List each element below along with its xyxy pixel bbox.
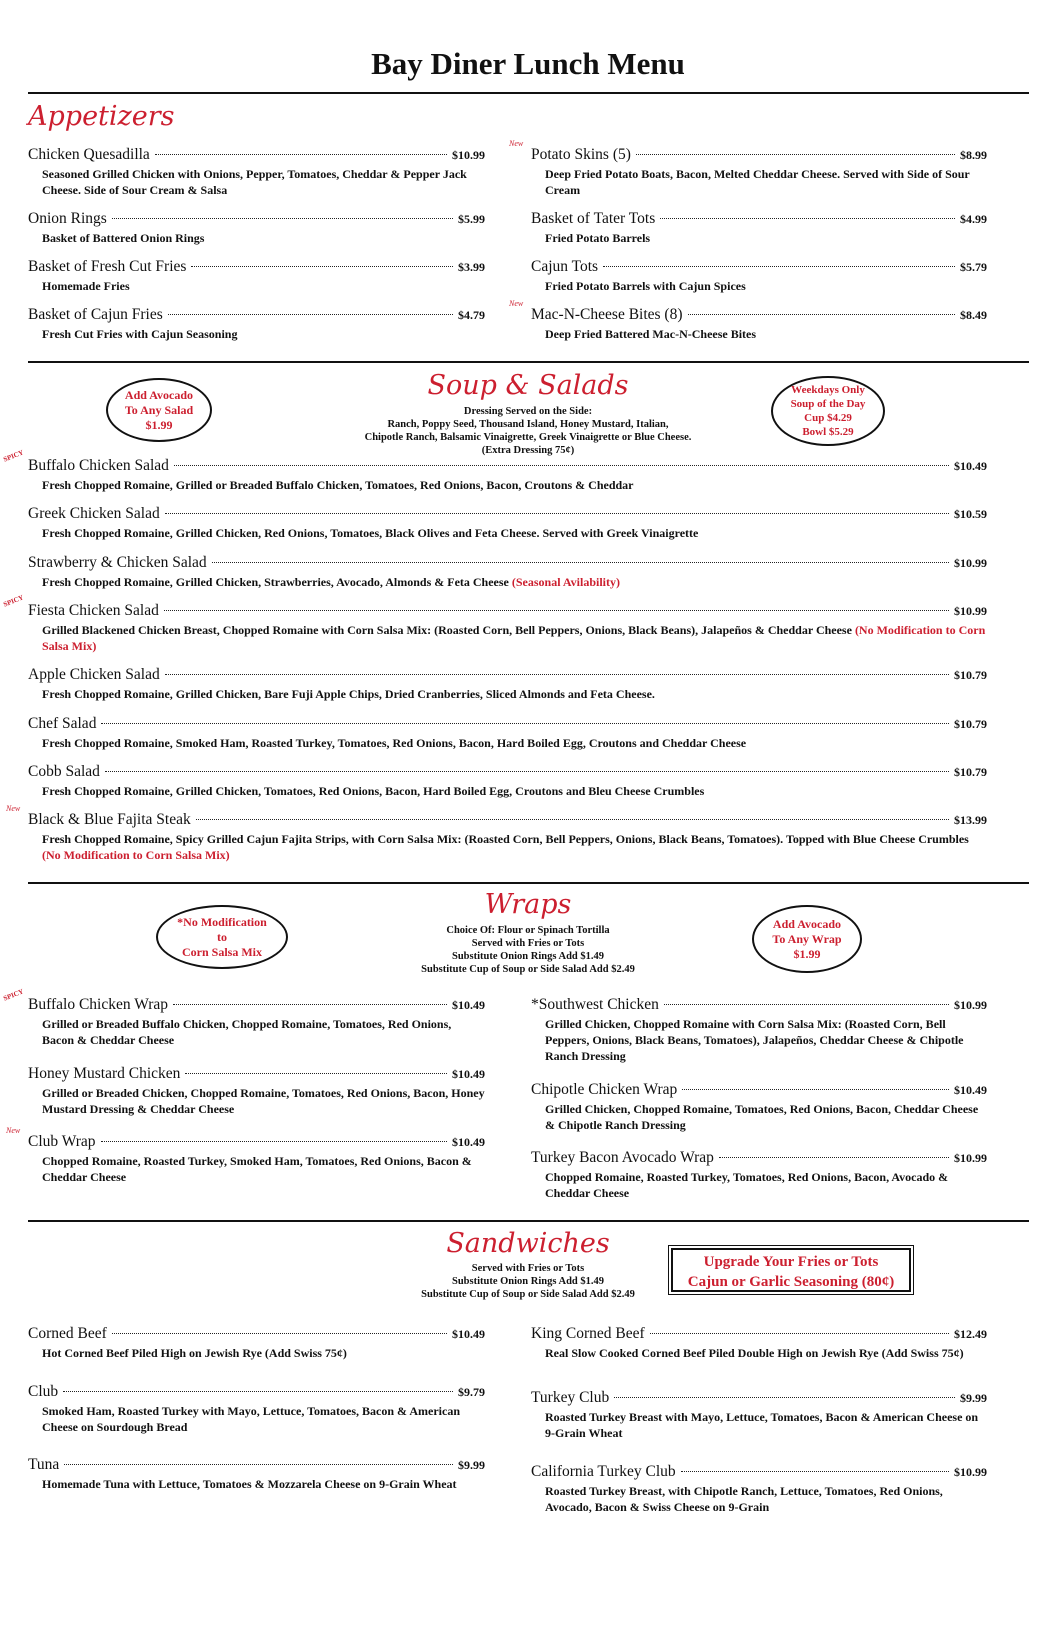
oval-line: to	[217, 929, 227, 944]
menu-item	[531, 1324, 987, 1361]
menu-item	[28, 1324, 485, 1361]
item-line	[28, 305, 485, 325]
description-text: Fried Potato Barrels with Cajun Spices	[545, 279, 746, 293]
item-description	[42, 166, 485, 198]
item-line	[28, 145, 485, 165]
item-line	[28, 209, 485, 229]
description-text: Grilled Chicken, Chopped Romaine with Corn Salsa Mix: (Roasted Corn, Bell Peppers, Onions, Black Beans, Tomatoes), Jalapeños, Cheddar Cheese & Chipotle Ranch Dressing	[545, 1017, 964, 1063]
menu-item	[531, 1080, 987, 1133]
menu-item	[28, 665, 987, 702]
oval-line: To Any Wrap	[772, 931, 842, 946]
description-text: Fried Potato Barrels	[545, 231, 651, 245]
description-text: Grilled or Breaded Chicken, Chopped Romaine, Tomatoes, Red Onions, Bacon, Honey Mustard Dressing & Cheddar Cheese	[42, 1086, 485, 1116]
item-price: $10.49	[452, 1327, 485, 1341]
info-line: Substitute Cup of Soup or Side Salad Add $2.49	[421, 964, 635, 975]
menu-item	[28, 1455, 485, 1492]
item-note: (Seasonal Avilability)	[511, 575, 620, 589]
info-line: Choice Of: Flour or Spinach Tortilla	[446, 925, 610, 936]
item-description	[42, 1085, 485, 1117]
item-name: Buffalo Chicken Salad	[28, 457, 169, 474]
soup-of-day-oval	[771, 376, 885, 446]
item-price: $10.49	[452, 1067, 485, 1081]
item-price: $4.79	[458, 308, 485, 322]
menu-item	[28, 714, 987, 751]
oval-line: Cup $4.29	[804, 412, 852, 424]
item-description	[545, 230, 987, 246]
no-modification-oval	[156, 905, 288, 969]
item-line	[28, 1324, 485, 1344]
item-price: $9.99	[960, 1391, 987, 1405]
dot-leader	[101, 1141, 447, 1142]
menu-item	[28, 1382, 485, 1435]
description-text: Fresh Chopped Romaine, Grilled Chicken, Bare Fuji Apple Chips, Dried Cranberries, Sliced Almonds and Feta Cheese.	[42, 687, 655, 701]
menu-item	[28, 209, 485, 246]
dot-leader	[173, 1004, 447, 1005]
menu-item	[28, 762, 987, 799]
dot-leader	[101, 723, 949, 724]
oval-line: Bowl $5.29	[802, 426, 854, 438]
upgrade-line: Upgrade Your Fries or Tots	[703, 1254, 879, 1270]
description-text: Roasted Turkey Breast, with Chipotle Ranch, Lettuce, Tomatoes, Red Onions, Avocado, Bacon & Swiss Cheese on 9-Grain	[545, 1484, 943, 1514]
item-price: $12.49	[954, 1327, 987, 1341]
item-price: $10.99	[954, 556, 987, 570]
description-text: Chopped Romaine, Roasted Turkey, Smoked Ham, Tomatoes, Red Onions, Bacon & Cheddar Cheese	[42, 1154, 472, 1184]
item-line	[28, 995, 485, 1015]
item-line	[531, 305, 987, 325]
item-price: $10.49	[954, 459, 987, 473]
oval-line: Corn Salsa Mix	[181, 944, 262, 959]
item-description	[42, 831, 987, 863]
item-name: Basket of Cajun Fries	[28, 306, 163, 323]
dressing-line: Ranch, Poppy Seed, Thousand Island, Honey Mustard, Italian,	[387, 419, 669, 430]
menu-title: Bay Diner Lunch Menu	[371, 46, 685, 81]
item-price: $8.99	[960, 148, 987, 162]
item-description	[545, 1409, 987, 1441]
item-description	[545, 326, 987, 342]
description-text: Chopped Romaine, Roasted Turkey, Tomatoes, Red Onions, Bacon, Avocado & Cheddar Cheese	[545, 1170, 949, 1200]
menu-item	[531, 1388, 987, 1441]
item-name: Basket of Tater Tots	[531, 210, 656, 227]
item-description	[545, 1483, 987, 1515]
item-line	[531, 1462, 987, 1482]
item-price: $10.49	[954, 1083, 987, 1097]
description-text: Fresh Chopped Romaine, Grilled Chicken, Tomatoes, Red Onions, Bacon, Hard Boiled Egg, Croutons and Bleu Cheese Crumbles	[42, 784, 705, 798]
description-text: Grilled Chicken, Chopped Romaine, Tomatoes, Red Onions, Bacon, Cheddar Cheese & Chipotle Ranch Dressing	[545, 1102, 979, 1132]
item-line	[28, 810, 987, 830]
item-description	[42, 230, 485, 246]
menu-item	[6, 1126, 485, 1185]
item-description	[42, 735, 987, 751]
item-name: Chicken Quesadilla	[28, 146, 150, 163]
item-line	[28, 1132, 485, 1152]
description-text: Fresh Chopped Romaine, Smoked Ham, Roasted Turkey, Tomatoes, Red Onions, Bacon, Hard Boiled Egg, Croutons and Cheddar Cheese	[42, 736, 747, 750]
item-description	[42, 278, 485, 294]
item-price: $8.49	[960, 308, 987, 322]
divider	[28, 361, 1029, 363]
spicy-tag: SPICY	[2, 593, 25, 609]
item-description	[42, 326, 485, 342]
item-description	[42, 477, 987, 493]
item-name: Potato Skins (5)	[531, 146, 631, 163]
item-line	[28, 1064, 485, 1084]
item-name: Cajun Tots	[531, 258, 599, 275]
item-description	[42, 1476, 485, 1492]
description-text: Grilled Blackened Chicken Breast, Chopped Romaine with Corn Salsa Mix: (Roasted Corn, Bell Peppers, Onions, Black Beans), Jalapeños & Cheddar Cheese	[42, 623, 852, 637]
menu-item	[6, 804, 987, 863]
item-line	[531, 1148, 987, 1168]
info-line: Substitute Onion Rings Add $1.49	[451, 1276, 604, 1287]
item-name: Chipotle Chicken Wrap	[531, 1081, 678, 1098]
item-name: Fiesta Chicken Salad	[28, 602, 159, 619]
item-name: *Southwest Chicken	[531, 996, 659, 1013]
oval-line: $1.99	[145, 417, 173, 432]
item-description	[42, 686, 987, 702]
item-price: $9.99	[458, 1458, 485, 1472]
spicy-tag: SPICY	[2, 448, 25, 464]
new-tag: New	[509, 299, 524, 308]
dot-leader	[165, 674, 949, 675]
item-line	[531, 257, 987, 277]
dot-leader	[105, 771, 949, 772]
info-line: Served with Fries or Tots	[471, 938, 585, 949]
item-line	[28, 456, 987, 476]
menu-item	[2, 593, 987, 654]
menu-item	[28, 1064, 485, 1117]
dot-leader	[63, 1391, 453, 1392]
dressing-line: Dressing Served on the Side:	[463, 406, 593, 417]
oval-line: Add Avocado	[124, 387, 194, 402]
salads-heading: Soup & Salads	[427, 370, 629, 401]
item-price: $5.79	[960, 260, 987, 274]
description-text: Homemade Fries	[42, 279, 130, 293]
description-text: Fresh Chopped Romaine, Grilled Chicken, Strawberries, Avocado, Almonds & Feta Cheese	[42, 575, 509, 589]
oval-line: $1.99	[793, 946, 821, 961]
item-line	[28, 1455, 485, 1475]
dot-leader	[185, 1073, 447, 1074]
menu-item	[531, 257, 987, 294]
item-description	[42, 574, 987, 590]
item-price: $10.99	[452, 148, 485, 162]
new-tag: New	[6, 1126, 21, 1135]
description-text: Deep Fried Potato Boats, Bacon, Melted Cheddar Cheese. Served with Side of Sour Cream	[545, 167, 970, 197]
dot-leader	[688, 314, 955, 315]
item-name: Strawberry & Chicken Salad	[28, 554, 207, 571]
item-description	[545, 1345, 987, 1361]
oval-line: Soup of the Day	[790, 398, 866, 410]
dot-leader	[155, 154, 447, 155]
dressing-line: (Extra Dressing 75¢)	[481, 445, 575, 456]
menu-item	[28, 504, 987, 541]
item-name: Basket of Fresh Cut Fries	[28, 258, 187, 275]
dot-leader	[165, 513, 949, 514]
item-price: $10.79	[954, 668, 987, 682]
divider	[28, 1220, 1029, 1222]
item-description	[545, 1101, 987, 1133]
menu-item	[509, 299, 987, 342]
item-price: $10.49	[452, 1135, 485, 1149]
dot-leader	[603, 266, 955, 267]
item-line	[531, 1080, 987, 1100]
oval-line: To Any Salad	[124, 402, 194, 417]
item-name: California Turkey Club	[531, 1463, 676, 1480]
divider	[28, 92, 1029, 94]
item-line	[28, 601, 987, 621]
dot-leader	[191, 266, 453, 267]
dot-leader	[636, 154, 955, 155]
item-name: Club Wrap	[28, 1133, 96, 1150]
item-price: $10.79	[954, 765, 987, 779]
menu-item	[509, 139, 987, 198]
divider	[28, 882, 1029, 884]
item-price: $10.59	[954, 507, 987, 521]
info-line: Substitute Cup of Soup or Side Salad Add $2.49	[421, 1289, 635, 1300]
oval-line: Weekdays Only	[791, 384, 865, 396]
item-line	[28, 553, 987, 573]
description-text: Fresh Chopped Romaine, Grilled or Breaded Buffalo Chicken, Tomatoes, Red Onions, Bacon, Croutons & Cheddar	[42, 478, 634, 492]
dot-leader	[650, 1333, 949, 1334]
dot-leader	[212, 562, 949, 563]
description-text: Fresh Cut Fries with Cajun Seasoning	[42, 327, 238, 341]
menu-item	[531, 1462, 987, 1515]
item-line	[531, 209, 987, 229]
item-name: King Corned Beef	[531, 1325, 645, 1342]
avocado-salad-oval	[106, 378, 212, 442]
description-text: Fresh Chopped Romaine, Spicy Grilled Cajun Fajita Strips, with Corn Salsa Mix: (Roasted Corn, Bell Peppers, Onions, Black Beans, Tomatoes). Topped with Blue Cheese Crumbles	[42, 832, 969, 846]
item-line	[28, 762, 987, 782]
wraps-heading: Wraps	[484, 889, 572, 920]
item-name: Club	[28, 1383, 59, 1400]
item-line	[28, 714, 987, 734]
menu-item	[28, 553, 987, 590]
item-line	[28, 1382, 485, 1402]
appetizers-heading: Appetizers	[28, 101, 175, 132]
item-description	[42, 1345, 485, 1361]
item-line	[531, 995, 987, 1015]
item-description	[42, 1153, 485, 1185]
oval-line: Add Avocado	[772, 916, 842, 931]
item-name: Mac-N-Cheese Bites (8)	[531, 306, 683, 323]
item-description	[545, 166, 987, 198]
item-name: Turkey Bacon Avocado Wrap	[531, 1149, 714, 1166]
menu-item	[28, 257, 485, 294]
dot-leader	[112, 218, 453, 219]
item-name: Corned Beef	[28, 1325, 107, 1342]
info-line: Substitute Onion Rings Add $1.49	[451, 951, 604, 962]
item-description	[42, 1016, 485, 1048]
dot-leader	[174, 465, 949, 466]
dot-leader	[196, 819, 949, 820]
item-name: Cobb Salad	[28, 763, 100, 780]
item-description	[42, 1403, 485, 1435]
item-price: $4.99	[960, 212, 987, 226]
new-tag: New	[509, 139, 524, 148]
dot-leader	[164, 610, 949, 611]
item-name: Greek Chicken Salad	[28, 505, 160, 522]
dot-leader	[112, 1333, 447, 1334]
dot-leader	[660, 218, 955, 219]
item-name: Onion Rings	[28, 210, 107, 227]
description-text: Real Slow Cooked Corned Beef Piled Double High on Jewish Rye (Add Swiss 75¢)	[545, 1346, 964, 1360]
item-description	[42, 783, 987, 799]
item-name: Apple Chicken Salad	[28, 666, 160, 683]
item-price: $3.99	[458, 260, 485, 274]
item-name: Chef Salad	[28, 715, 97, 732]
description-text: Grilled or Breaded Buffalo Chicken, Chopped Romaine, Tomatoes, Red Onions, Bacon & Cheddar Cheese	[42, 1017, 452, 1047]
item-price: $10.99	[954, 998, 987, 1012]
item-price: $9.79	[458, 1385, 485, 1399]
oval-line: *No Modification	[177, 914, 267, 929]
menu-item	[28, 145, 485, 198]
description-text: Deep Fried Battered Mac-N-Cheese Bites	[545, 327, 757, 341]
new-tag: New	[6, 804, 21, 813]
menu-item	[531, 995, 987, 1064]
item-line	[28, 504, 987, 524]
item-price: $10.49	[452, 998, 485, 1012]
avocado-wrap-oval	[752, 905, 862, 973]
item-line	[531, 145, 987, 165]
upgrade-box	[671, 1248, 911, 1292]
description-text: Hot Corned Beef Piled High on Jewish Rye (Add Swiss 75¢)	[42, 1346, 347, 1360]
item-description	[545, 1169, 987, 1201]
sandwiches-heading: Sandwiches	[446, 1228, 610, 1259]
menu-item	[531, 1148, 987, 1201]
item-price: $5.99	[458, 212, 485, 226]
dot-leader	[719, 1157, 949, 1158]
description-text: Fresh Chopped Romaine, Grilled Chicken, Red Onions, Tomatoes, Black Olives and Feta Cheese. Served with Greek Vinaigrette	[42, 526, 699, 540]
description-text: Seasoned Grilled Chicken with Onions, Pepper, Tomatoes, Cheddar & Pepper Jack Cheese. Side of Sour Cream & Salsa	[42, 167, 467, 197]
item-line	[531, 1388, 987, 1408]
spicy-tag: SPICY	[2, 987, 25, 1003]
item-price: $10.99	[954, 1465, 987, 1479]
dot-leader	[681, 1471, 949, 1472]
item-line	[531, 1324, 987, 1344]
menu-item	[28, 305, 485, 342]
item-description	[545, 1016, 987, 1064]
description-text: Basket of Battered Onion Rings	[42, 231, 205, 245]
dot-leader	[168, 314, 453, 315]
item-name: Turkey Club	[531, 1389, 610, 1406]
item-line	[28, 665, 987, 685]
item-price: $10.99	[954, 1151, 987, 1165]
item-line	[28, 257, 485, 277]
menu-item	[531, 209, 987, 246]
item-name: Buffalo Chicken Wrap	[28, 996, 168, 1013]
description-text: Roasted Turkey Breast with Mayo, Lettuce, Tomatoes, Bacon & American Cheese on 9-Grain Wheat	[545, 1410, 979, 1440]
description-text: Smoked Ham, Roasted Turkey with Mayo, Lettuce, Tomatoes, Bacon & American Cheese on Sourdough Bread	[42, 1404, 460, 1434]
item-note: (No Modification to Corn Salsa Mix)	[42, 623, 986, 653]
upgrade-line: Cajun or Garlic Seasoning (80¢)	[687, 1274, 895, 1290]
item-name: Honey Mustard Chicken	[28, 1065, 181, 1082]
description-text: Homemade Tuna with Lettuce, Tomatoes & Mozzarela Cheese on 9-Grain Wheat	[42, 1477, 457, 1491]
item-price: $10.99	[954, 604, 987, 618]
menu-item	[2, 987, 485, 1048]
dressing-line: Chipotle Ranch, Balsamic Vinaigrette, Greek Vinaigrette or Blue Cheese.	[364, 432, 692, 443]
item-name: Black & Blue Fajita Steak	[28, 811, 191, 828]
dot-leader	[664, 1004, 949, 1005]
item-description	[42, 525, 987, 541]
info-line: Served with Fries or Tots	[471, 1263, 585, 1274]
item-name: Tuna	[28, 1456, 60, 1473]
item-price: $10.79	[954, 717, 987, 731]
item-description	[42, 622, 987, 654]
dot-leader	[64, 1464, 453, 1465]
item-note: (No Modification to Corn Salsa Mix)	[42, 848, 230, 862]
item-price: $13.99	[954, 813, 987, 827]
item-description	[545, 278, 987, 294]
dot-leader	[682, 1089, 949, 1090]
dot-leader	[614, 1397, 955, 1398]
